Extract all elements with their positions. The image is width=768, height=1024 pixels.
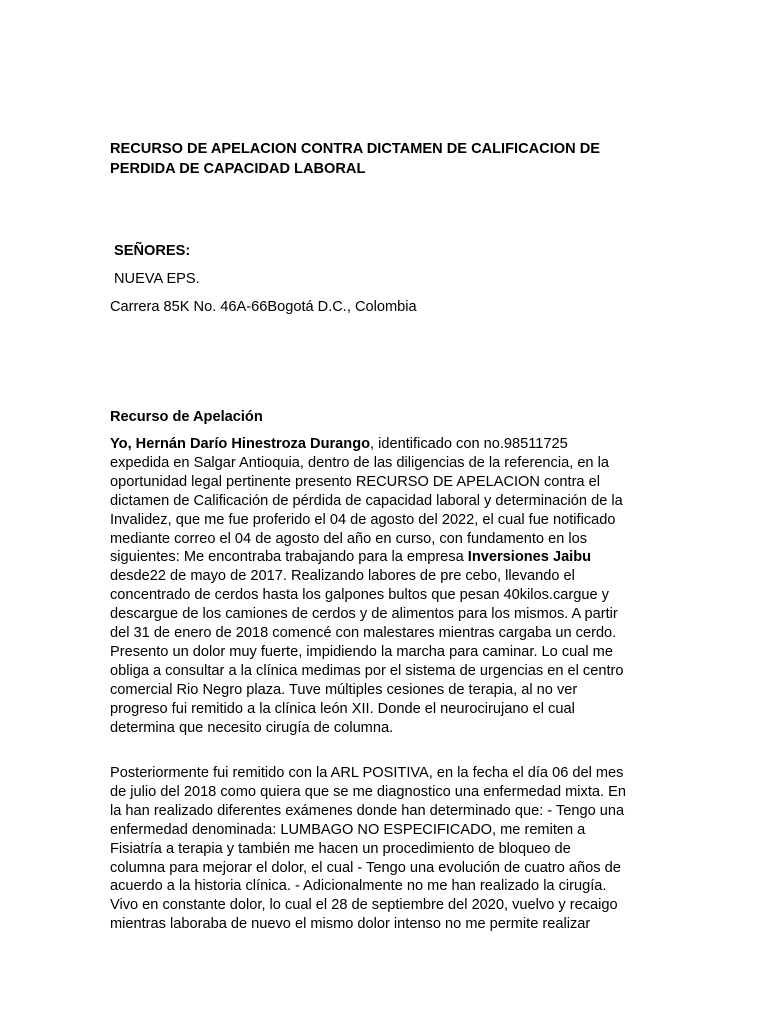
paragraph-line: Invalidez, que me fue proferido el 04 de agosto del 2022, el cual fue notificado [110,511,616,528]
paragraph-line: oportunidad legal pertinente presento RECURSO DE APELACION contra el [110,473,600,490]
paragraph-line: mientras laboraba de nuevo el mismo dolor intenso no me permite realizar [110,916,591,933]
paragraph-line: Posteriormente fui remitido con la ARL POSITIVA, en la fecha el día 06 del mes [110,765,624,781]
paragraph-line: enfermedad denominada: LUMBAGO NO ESPECIFICADO, me remiten a [110,821,586,838]
appeal-paragraph-2 [110,764,670,934]
paragraph-line: obliga a consultar a la clínica medimas por el sistema de urgencias en el centro [110,662,624,679]
paragraph-text: siguientes: Me encontraba trabajando para la empresa [110,549,468,566]
paragraph-line: determina que necesito cirugía de columna. [110,719,394,736]
paragraph-line: acuerdo a la historia clínica. - Adicionalmente no me han realizado la cirugía. [110,878,607,895]
paragraph-line: concentrado de cerdos hasta los galpones bultos que pesan 40kilos.cargue y [110,587,609,604]
paragraph-line: columna para mejorar el dolor, el cual - Tengo una evolución de cuatro años de [110,859,621,876]
paragraph-line: la han realizado diferentes exámenes donde han determinado que: - Tengo una [110,802,625,819]
paragraph-line: Fisiatría a terapia y también me hacen un procedimiento de bloqueo de [110,840,571,857]
addressee-entity: NUEVA EPS. [114,271,200,287]
paragraph-line: Vivo en constante dolor, lo cual el 28 de septiembre del 2020, vuelvo y recaigo [110,897,618,914]
paragraph-line: progreso fui remitido a la clínica león XII. Donde el neurocirujano el cual [110,700,575,717]
addressee-address: Carrera 85K No. 46A-66Bogotá D.C., Colombia [110,299,417,315]
paragraph-line: de julio del 2018 como quiera que se me diagnostico una enfermedad mixta. En [110,783,626,800]
document-title-line: RECURSO DE APELACION CONTRA DICTAMEN DE CALIFICACION DE [110,141,600,157]
paragraph-line: comercial Rio Negro plaza. Tuve múltiples cesiones de terapia, al no ver [110,681,578,698]
paragraph-line: desde22 de mayo de 2017. Realizando labores de pre cebo, llevando el [110,568,575,585]
paragraph-line: del 31 de enero de 2018 comencé con malestares mientras cargaba un cerdo. [110,625,617,642]
document-title-line: PERDIDA DE CAPACIDAD LABORAL [110,161,366,177]
paragraph-line: mediante correo el 04 de agosto del año en curso, con fundamento en los [110,530,588,547]
paragraph-text: , identificado con no.98511725 [370,436,568,452]
addressee-greeting: SEÑORES: [114,243,191,259]
paragraph-line [110,435,670,454]
paragraph-line: descargue de los camiones de cerdos y de alimentos para los mismos. A partir [110,606,618,623]
appeal-paragraph-1 [110,435,670,738]
appellant-name: Yo, Hernán Darío Hinestroza Durango [110,436,371,452]
paragraph-line: Presento un dolor muy fuerte, impidiendo la marcha para caminar. Lo cual me [110,643,613,660]
paragraph-line [110,548,670,567]
company-name: Inversiones Jaibu [467,549,592,566]
document-title [110,139,670,179]
paragraph-line: expedida en Salgar Antioquia, dentro de las diligencias de la referencia, en la [110,454,609,471]
section-title: Recurso de Apelación [110,409,263,425]
paragraph-line: dictamen de Calificación de pérdida de capacidad laboral y determinación de la [110,492,623,509]
